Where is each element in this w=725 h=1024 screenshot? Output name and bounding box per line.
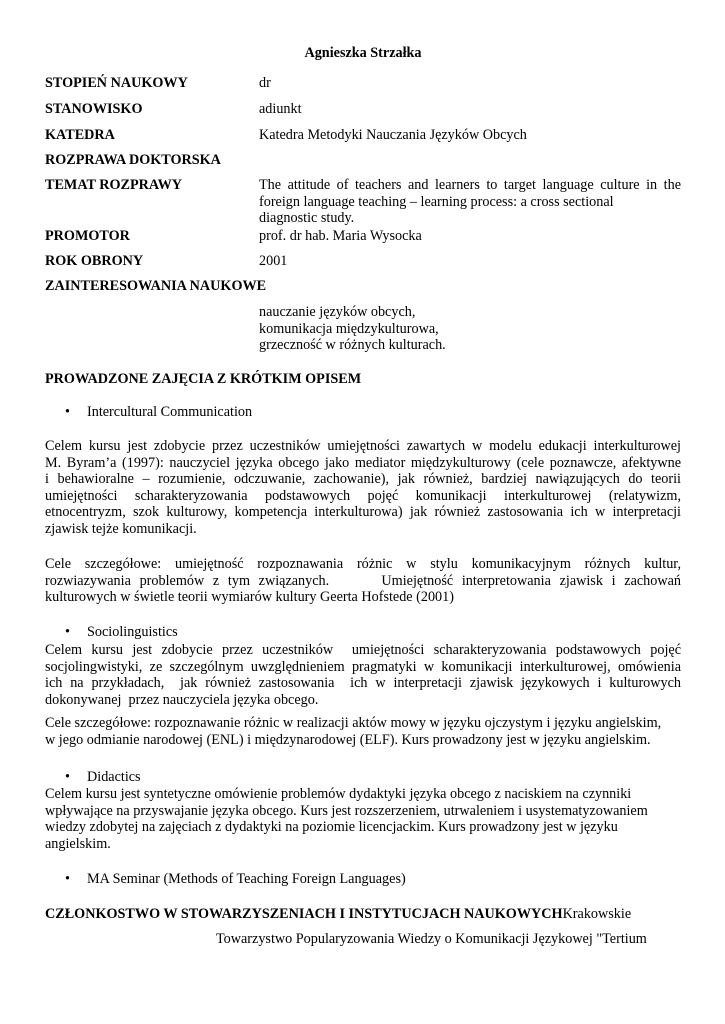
person-name: Agnieszka Strzałka [304, 45, 422, 61]
department-label: KATEDRA [45, 127, 115, 143]
course-title: MA Seminar (Methods of Teaching Foreign Languages) [87, 871, 406, 887]
dissertation-label: ROZPRAWA DOKTORSKA [45, 152, 221, 168]
interest-item: komunikacja międzykulturowa, [259, 320, 439, 337]
text-line: kulturowych w świetle teorii wymiarów kultury Geerta Hofstede (2001) [45, 589, 454, 606]
text-line: Celem kursu jest syntetyczne omówienie problemów dydaktyki języka obcego z naciskiem na czynniki [45, 786, 632, 802]
text-line: M. Byram’a (1997): nauczyciel języka obcego jako mediator międzykulturowy (cele poznawcze, afektywne [45, 454, 681, 471]
interests-label: ZAINTERESOWANIA NAUKOWE [45, 278, 267, 294]
topic-line: diagnostic study. [259, 210, 355, 227]
course-item [65, 404, 252, 421]
text-line: socjolingwistyki, ze szczególnym uwzględnieniem pragmatyki w komunikacji interkulturowej, omówienia [45, 658, 681, 675]
interest-item: grzeczność w różnych kulturach. [259, 337, 446, 354]
bullet-icon: • [65, 624, 70, 640]
course-description [45, 438, 681, 538]
supervisor-label: PROMOTOR [45, 228, 130, 244]
course-item [65, 624, 178, 641]
membership-heading: CZŁONKOSTWO W STOWARZYSZENIACH I INSTYTUCJACH NAUKOWYCH [45, 906, 563, 922]
text-line: Cele szczegółowe: umiejętność rozpoznawania różnic w stylu komunikacyjnym różnych kultur, [45, 556, 681, 572]
courses-heading: PROWADZONE ZAJĘCIA Z KRÓTKIM OPISEM [45, 371, 362, 387]
text-line: zjawisk tejże komunikacji. [45, 520, 197, 537]
department-value: Katedra Metodyki Nauczania Języków Obcych [259, 127, 527, 143]
text-line: Celem kursu jest zdobycie przez uczestników umiejętności zawartych w modelu edukacji interkulturowej [45, 438, 681, 454]
degree-value: dr [259, 75, 271, 91]
text-line: wiedzy zdobytej na zajęciach z dydaktyki na poziomie licencjackim. Kurs prowadzony jest w języku [45, 819, 618, 836]
course-description [45, 786, 681, 852]
membership-line [45, 906, 681, 923]
year-value: 2001 [259, 253, 288, 269]
bullet-icon: • [65, 404, 70, 420]
topic-value [259, 177, 681, 227]
course-title: Intercultural Communication [87, 404, 253, 420]
course-goals [45, 556, 681, 606]
course-item [65, 769, 141, 786]
text-line: ich na przykładach, jak również zastosowania ich w interpretacji zjawisk językowych i kulturowych [45, 675, 681, 692]
course-title: Sociolinguistics [87, 624, 178, 640]
topic-line: The attitude of teachers and learners to target language culture in the [259, 177, 681, 193]
topic-label: TEMAT ROZPRAWY [45, 177, 183, 193]
membership-first: Krakowskie [562, 906, 632, 922]
position-label: STANOWISKO [45, 101, 143, 117]
text-line: i behawioralne – rozumienie, odczuwanie, zachowanie), jak również, bardziej nawiązujących do teorii [45, 471, 681, 488]
course-description [45, 642, 681, 708]
bullet-icon: • [65, 871, 70, 887]
text-line: wpływające na przyswajanie języka obcego. Kurs jest rozszerzeniem, utrwaleniem i usystematyzowaniem [45, 802, 648, 819]
text-line: umiejętności scharakteryzowania podstawowych pojęć komunikacji interkulturowej (relatywizm, [45, 487, 681, 504]
membership-second: Towarzystwo Popularyzowania Wiedzy o Komunikacji Językowej "Tertium [216, 931, 647, 947]
text-line: rozwiazywania problemów z tym związanych. Umiejętność interpretowania zjawisk i zachowań [45, 572, 681, 589]
course-goals [45, 715, 681, 748]
text-line: Celem kursu jest zdobycie przez uczestników umiejętności scharakteryzowania podstawowych pojęć [45, 642, 681, 658]
course-item [65, 871, 406, 888]
year-label: ROK OBRONY [45, 253, 144, 269]
supervisor-value: prof. dr hab. Maria Wysocka [259, 228, 422, 244]
text-line: dokonywanej przez nauczyciela języka obcego. [45, 691, 319, 708]
degree-label: STOPIEŃ NAUKOWY [45, 75, 188, 91]
position-value: adiunkt [259, 101, 302, 117]
text-line: etnocentryzm, szok kulturowy, kompetencja interkulturowa) jak również zastosowania ich w interpretacji [45, 504, 681, 521]
course-title: Didactics [87, 769, 141, 785]
bullet-icon: • [65, 769, 70, 785]
topic-line: foreign language teaching – learning process: a cross sectional [259, 193, 614, 210]
text-line: angielskim. [45, 835, 111, 852]
text-line: w jego odmianie narodowej (ENL) i międzynarodowej (ELF). Kurs prowadzony jest w języku angielskim. [45, 731, 651, 748]
text-line: Cele szczegółowe: rozpoznawanie różnic w realizacji aktów mowy w języku ojczystym i języku angielskim, [45, 715, 662, 731]
interest-item: nauczanie języków obcych, [259, 304, 416, 320]
